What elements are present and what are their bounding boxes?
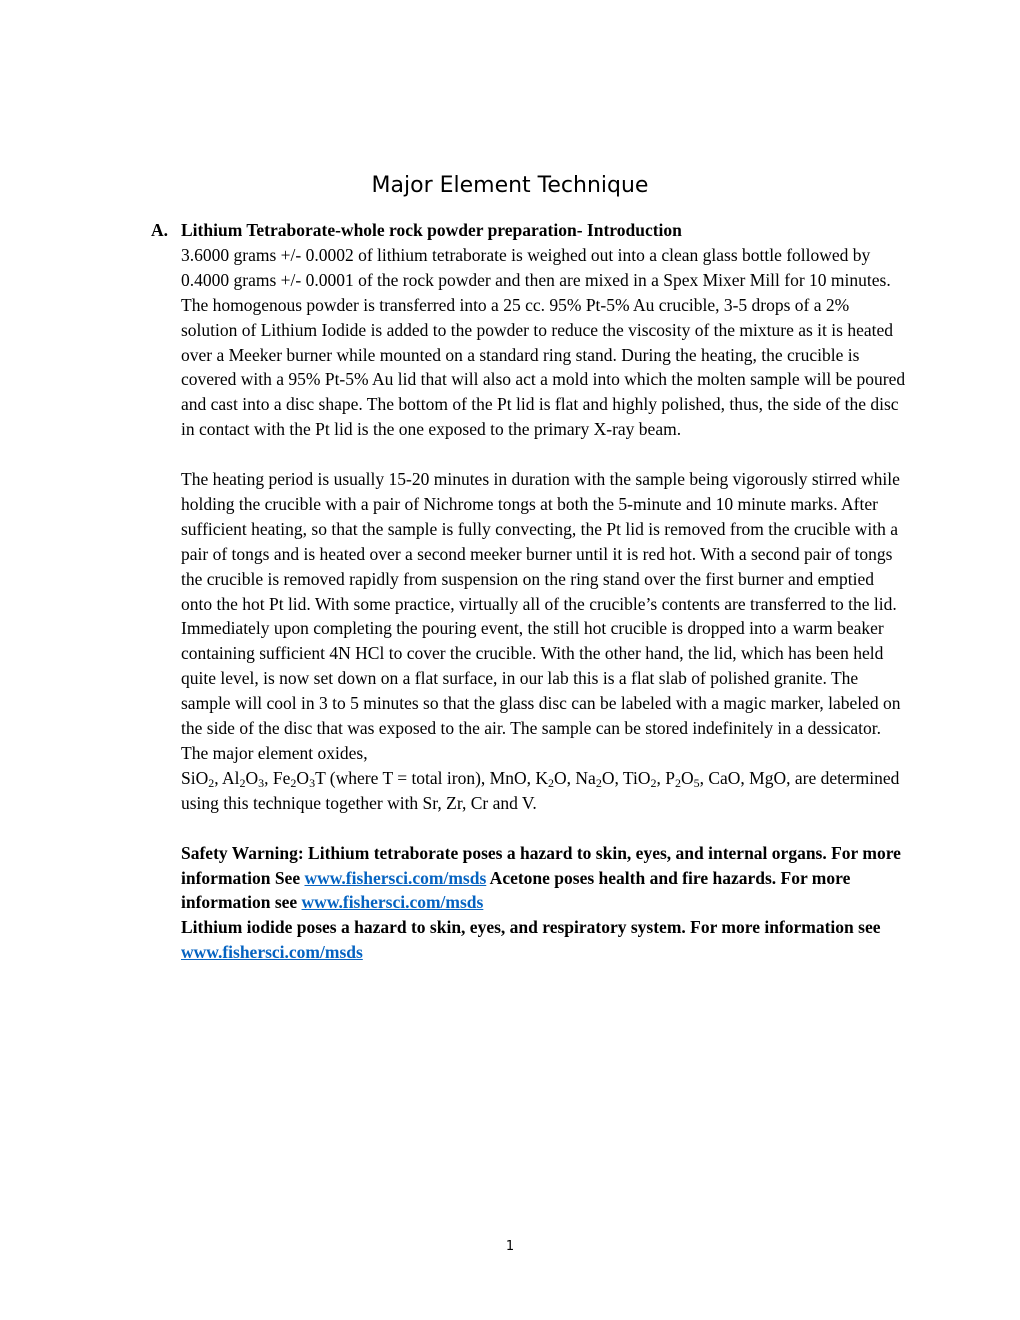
paragraph-spacer	[181, 816, 906, 841]
acetone-warning-text: Acetone poses health and fire hazards. For more information see	[181, 867, 851, 913]
safety-warning	[181, 841, 906, 966]
paragraph-spacer	[181, 442, 906, 467]
section-a-heading	[151, 218, 906, 243]
document-body	[151, 218, 906, 965]
page-number: 1	[505, 1239, 515, 1254]
section-a-marker: A.	[151, 220, 169, 240]
lithium-iodide-warning-text: Lithium iodide poses a hazard to skin, eyes, and respiratory system. For more information see	[181, 917, 881, 938]
msds-link-2[interactable]: www.fishersci.com/msds	[301, 892, 484, 913]
msds-link-3[interactable]: www.fishersci.com/msds	[181, 942, 363, 963]
heating-paragraph	[181, 467, 906, 816]
oxide-list: SiO$_2$, $Al_2O_3$, $Fe_2O_3T$ (where T = total iron), MnO, $K_2O$, $Na_2O$, TiO$_2$, $P_2O_5$, CaO, MgO, are determined using this technique together with Sr, Zr, Cr and V.	[181, 767, 900, 813]
safety-warning-text: Safety Warning: Lithium tetraborate poses a hazard to skin, eyes, and internal organs. For more information See	[181, 842, 901, 888]
introduction-paragraph: 3.6000 grams +/- 0.0002 of lithium tetraborate is weighed out into a clean glass bottle followed by 0.4000 grams +/- 0.0001 of the rock powder and then are mixed in a Spex Mixer Mill for 10 minutes. The homogenous powder is transferred into a 25 cc. 95% Pt-5% Au crucible, 3-5 drops of a 2% solution of Lithium Iodide is added to the powder to reduce the viscosity of the mixture as it is heated over a Meeker burner while mounted on a standard ring stand. During the heating, the crucible is covered with a 95% Pt-5% Au lid that will also act a mold into which the molten sample will be poured and cast into a disc shape. The bottom of the Pt lid is flat and highly polished, thus, the side of the disc in contact with the Pt lid is the one exposed to the primary X-ray beam.	[181, 244, 906, 440]
page-title: Major Element Technique	[371, 173, 649, 198]
msds-link-1[interactable]: www.fishersci.com/msds	[304, 867, 487, 888]
section-a-heading-text: Lithium Tetraborate-whole rock powder preparation- Introduction	[181, 220, 682, 240]
heating-paragraph-text: The heating period is usually 15-20 minutes in duration with the sample being vigorously stirred while holding the crucible with a pair of Nichrome tongs at both the 5-minute and 10 minute marks. After sufficient heating, so that the sample is fully convecting, the Pt lid is removed from the crucible with a pair of tongs and is heated over a second meeker burner until it is red hot. With a second pair of tongs the crucible is removed rapidly from suspension on the ring stand over the first burner and emptied onto the hot Pt lid. With some practice, virtually all of the crucible’s contents are transferred to the lid. Immediately upon completing the pouring event, the still hot crucible is dropped into a warm beaker containing sufficient 4N HCl to cover the crucible. With the other hand, the lid, which has been held quite level, is now set down on a flat surface, in our lab this is a flat slab of polished granite. The sample will cool in 3 to 5 minutes so that the glass disc can be labeled with a magic marker, labeled on the side of the disc that was exposed to the air. The sample can be stored indefinitely in a dessicator. The major element oxides,	[181, 469, 901, 764]
